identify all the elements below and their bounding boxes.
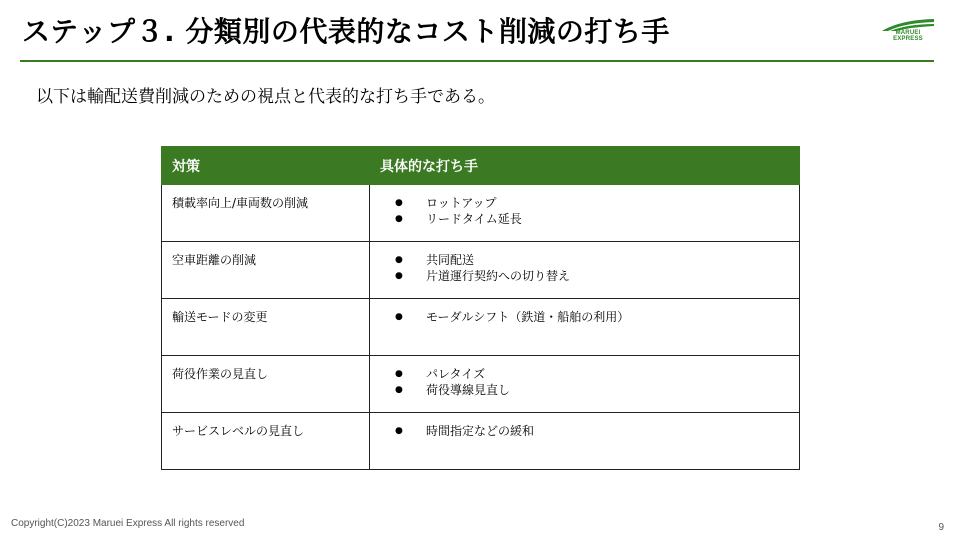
- table-row: [162, 185, 800, 242]
- action-item: ● 荷役導線見直し: [380, 382, 789, 398]
- action-item: ● 時間指定などの緩和: [380, 423, 789, 439]
- table-row: [162, 356, 800, 413]
- page-number: 9: [938, 522, 944, 533]
- actions-cell: [370, 413, 800, 470]
- logo-line-2: EXPRESS: [893, 36, 923, 42]
- cost-reduction-table: [161, 146, 800, 470]
- copyright-footer: Copyright(C)2023 Maruei Express All rights reserved: [11, 518, 245, 529]
- table-row: [162, 242, 800, 299]
- actions-cell: [370, 299, 800, 356]
- table-row: [162, 413, 800, 470]
- intro-text: 以下は輸配送費削減のための視点と代表的な打ち手である。: [36, 87, 495, 107]
- table-row: [162, 299, 800, 356]
- slide-title: ステップ３. 分類別の代表的なコスト削減の打ち手: [22, 15, 670, 48]
- action-item: ● パレタイズ: [380, 366, 789, 382]
- action-item: ● 片道運行契約への切り替え: [380, 268, 789, 284]
- actions-cell: [370, 242, 800, 299]
- action-item: ● 共同配送: [380, 252, 789, 268]
- logo-text: [880, 30, 936, 42]
- measure-cell: 輸送モードの変更: [162, 299, 370, 356]
- actions-cell: [370, 185, 800, 242]
- action-item: ● ロットアップ: [380, 195, 789, 211]
- header-actions: 具体的な打ち手: [370, 147, 800, 185]
- action-item: ● モーダルシフト（鉄道・船舶の利用）: [380, 309, 789, 325]
- title-divider: [20, 60, 934, 62]
- measure-cell: 積載率向上/車両数の削減: [162, 185, 370, 242]
- company-logo: [880, 18, 936, 44]
- measure-cell: 荷役作業の見直し: [162, 356, 370, 413]
- measure-cell: 空車距離の削減: [162, 242, 370, 299]
- action-item: ● リードタイム延長: [380, 211, 789, 227]
- actions-cell: [370, 356, 800, 413]
- measure-cell: サービスレベルの見直し: [162, 413, 370, 470]
- logo-line-1: MARUEI: [895, 30, 921, 36]
- table-header-row: [162, 147, 800, 185]
- header-measure: 対策: [162, 147, 370, 185]
